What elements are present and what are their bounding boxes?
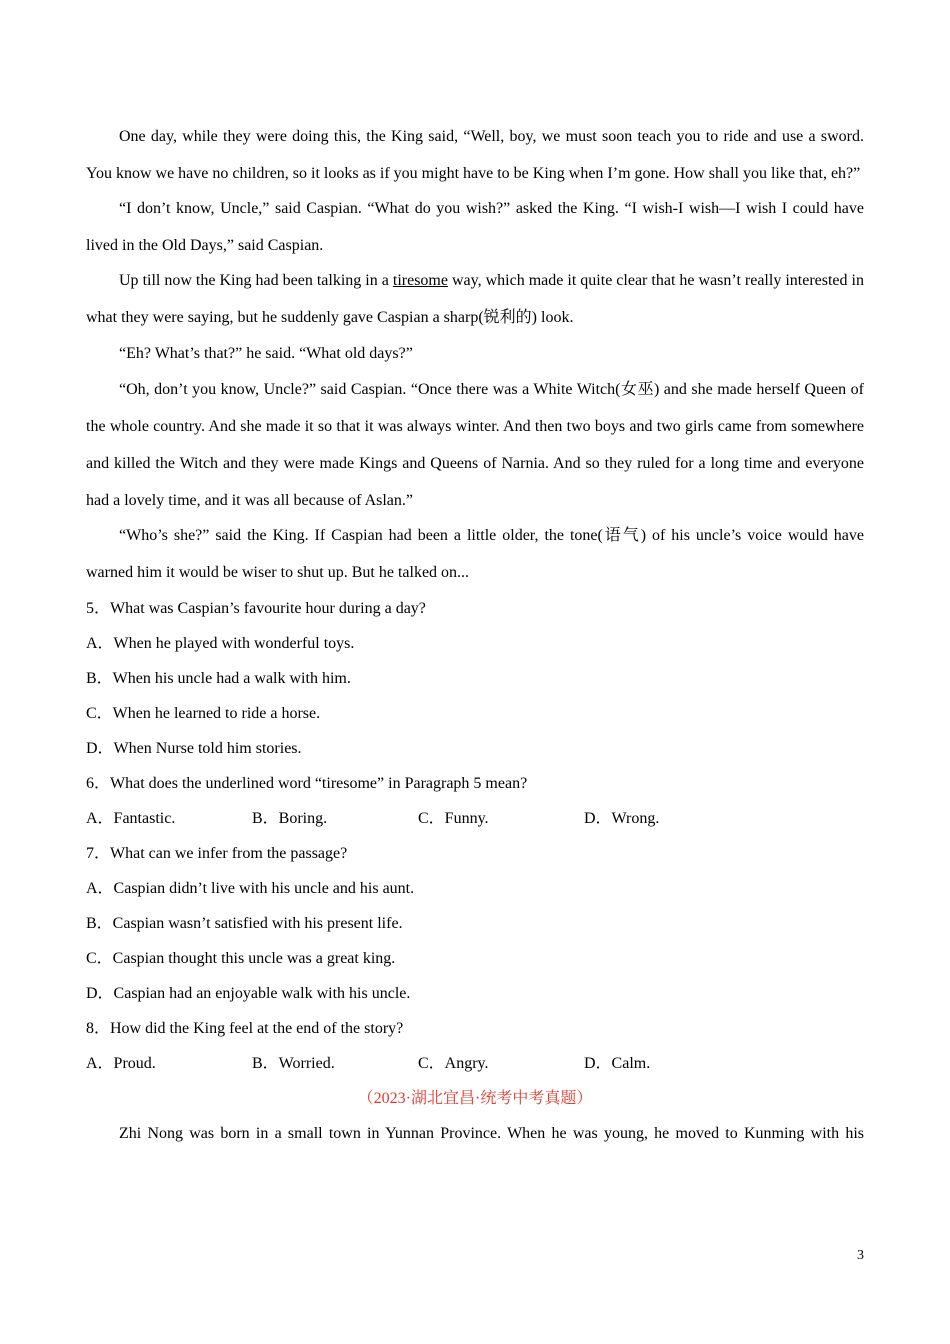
question-7-stem: 7．What can we infer from the passage? [86,845,348,862]
paragraph-2: “I don’t know, Uncle,” said Caspian. “What do you wish?” asked the King. “I wish-I wish—I wish I could have lived in the Old Days,” said Caspian. [86,200,864,254]
question-8-option-d: D．Calm. [584,1055,651,1072]
question-5-option-d: D．When Nurse told him stories. [86,740,302,757]
question-8-options [86,1046,864,1081]
document-page [86,118,864,1151]
paragraph-4: “Eh? What’s that?” he said. “What old days?” [119,345,413,362]
paragraph-3 [86,262,864,336]
question-7-option-b: B．Caspian wasn’t satisfied with his present life. [86,915,403,932]
paragraph-5: “Oh, don’t you know, Uncle?” said Caspian. “Once there was a White Witch(女巫) and she made herself Queen of the whole country. And she made it so that it was always winter. And then two boys and two girls came from somewhere and killed the Witch and they were made Kings and Queens of Narnia. And so they ruled for a long time and everyone had a lovely time, and it was all because of Aslan.” [86,381,864,509]
question-5-option-b: B．When his uncle had a walk with him. [86,670,351,687]
paragraph-3-before: Up till now the King had been talking in a [119,272,393,289]
question-7-option-c: C．Caspian thought this uncle was a great king. [86,950,396,967]
source-citation: （2023·湖北宜昌·统考中考真题） [357,1090,593,1107]
paragraph-1: One day, while they were doing this, the King said, “Well, boy, we must soon teach you to ride and use a sword. You know we have no children, so it looks as if you might have to be King when I’m gone. How shall you like that, eh?” [86,128,864,182]
question-8-option-c: C．Angry. [418,1055,489,1072]
next-passage-opening: Zhi Nong was born in a small town in Yunnan Province. When he was young, he moved to Kunming with his [119,1125,864,1142]
question-5-option-a: A．When he played with wonderful toys. [86,635,355,652]
question-8-option-b: B．Worried. [252,1055,335,1072]
underlined-word: tiresome [392,272,448,289]
question-7-option-a: A．Caspian didn’t live with his uncle and his aunt. [86,880,415,897]
page-number: 3 [857,1248,864,1263]
paragraph-3-after: way, which made it quite clear that he wasn’t really interested in what they were saying, but he suddenly gave Caspian a sharp(锐利的) look. [86,272,864,326]
question-5-option-c: C．When he learned to ride a horse. [86,705,321,722]
question-8-option-a: A．Proud. [86,1055,156,1072]
question-6-option-c: C．Funny. [418,810,489,827]
question-6-option-d: D．Wrong. [584,810,660,827]
question-6-option-a: A．Fantastic. [86,810,176,827]
question-7-option-d: D．Caspian had an enjoyable walk with his uncle. [86,985,411,1002]
question-8-stem: 8．How did the King feel at the end of the story? [86,1020,404,1037]
question-6-option-b: B．Boring. [252,810,328,827]
question-5-stem: 5．What was Caspian’s favourite hour during a day? [86,600,426,617]
paragraph-6: “Who’s she?” said the King. If Caspian had been a little older, the tone(语气) of his uncle’s voice would have warned him it would be wiser to shut up. But he talked on... [86,527,864,581]
question-6-options [86,801,864,836]
question-6-stem: 6．What does the underlined word “tiresome” in Paragraph 5 mean? [86,775,528,792]
